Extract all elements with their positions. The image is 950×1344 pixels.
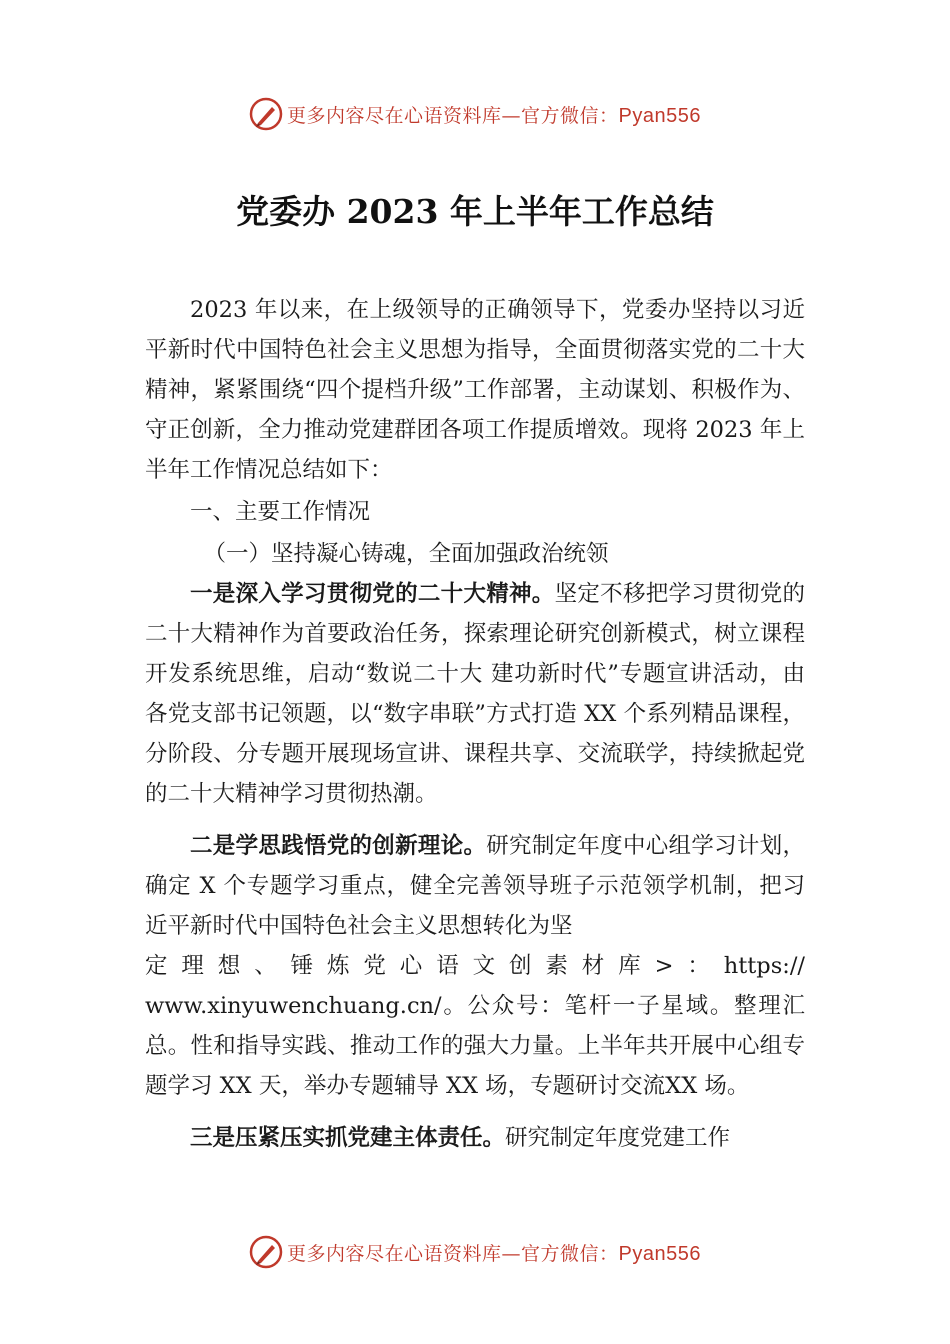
item-1-lead: 一是深入学习贯彻党的二十大精神。 [190,581,555,607]
item-1-paragraph [145,574,805,814]
item-2-text-a: 研究制定年度中心组学习计划，确定 X 个专题学习重点，健全完善领导班子示范领学机制，把习近平新时代中国特色社会主义思想转化为坚 [145,833,805,939]
watermark-footer [0,1232,950,1272]
item-2-lead: 二是学思践悟党的创新理论。 [190,833,487,859]
item-2-line-spread: 定理想、锤炼党心语文创素材库>：https:// [145,953,805,979]
page-title: 党委办 2023 年上半年工作总结 [236,192,714,231]
document-body [145,290,805,1158]
watermark-header [0,94,950,134]
intro-paragraph: 2023 年以来，在上级领导的正确领导下，党委办坚持以习近平新时代中国特色社会主义思想为指导，全面贯彻落实党的二十大精神，紧紧围绕“四个提档升级”工作部署，主动谋划、积极作为、守正创新，全力推动党建群团各项工作提质增效。现将 2023 年上半年工作情况总结如下： [145,297,805,483]
item-1-text: 坚定不移把学习贯彻党的二十大精神作为首要政治任务，探索理论研究创新模式，树立课程开发系统思维，启动“数说二十大 建功新时代”专题宣讲活动，由各党支部书记领题，以“数字串联”方式打造 XX 个系列精品课程，分阶段、分专题开展现场宣讲、课程共享、交流联学，持续掀起党的二十大精神学习贯彻热潮。 [145,581,805,807]
watermark-text: 更多内容尽在心语资料库—官方微信：Pyan556 [287,104,701,127]
item-2-text-c: www.xinyuwenchuang.cn/。公众号：笔杆一子星域。整理汇总。性和指导实践、推动工作的强大力量。上半年共开展中心组专题学习 XX 天，举办专题辅导 XX 场，专题研讨交流XX 场。 [145,993,805,1099]
subsection-heading: （一）坚持凝心铸魂，全面加强政治统领 [203,541,609,567]
item-3-lead: 三是压紧压实抓党建主体责任。 [190,1125,506,1151]
item-3-text: 研究制定年度党建工作 [505,1125,731,1151]
item-3-paragraph [145,1118,805,1158]
pen-logo-icon [249,1235,283,1269]
section-heading: 一、主要工作情况 [190,499,371,525]
pen-logo-icon [249,97,283,131]
watermark-text: 更多内容尽在心语资料库—官方微信：Pyan556 [287,1242,701,1265]
item-2-paragraph [145,826,805,946]
